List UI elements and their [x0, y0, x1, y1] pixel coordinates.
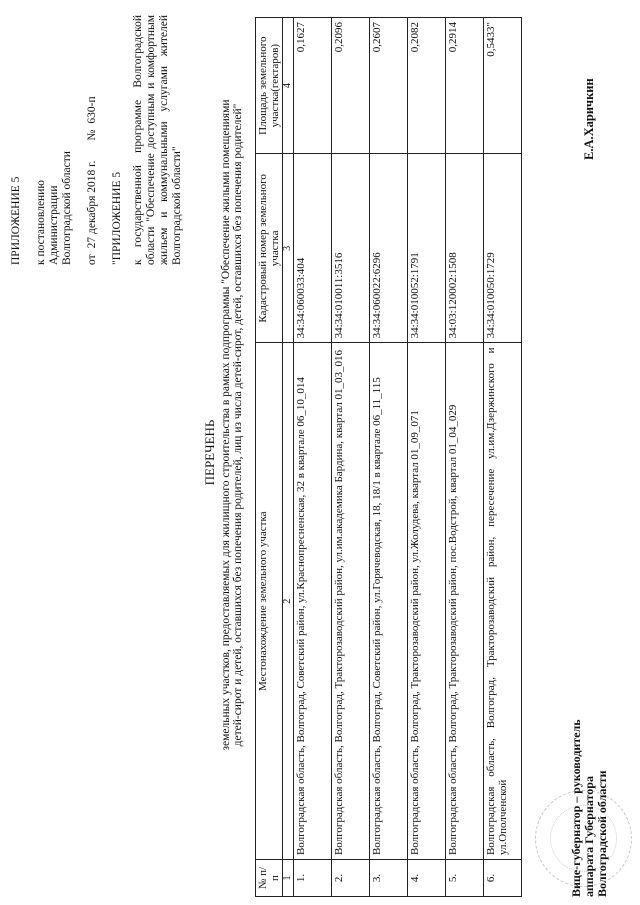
row-cadastral: 34:34:010050:1729: [484, 154, 522, 343]
column-number: 4: [283, 18, 294, 154]
table-row: [484, 18, 522, 897]
row-cadastral: 34:34:010052:1791: [408, 154, 446, 343]
row-area: 0,5433": [484, 18, 522, 154]
row-location: Волгоградская область, Волгоград, Тракторозаводский район, ул.им.академика Бардина, квартал 01_03_016: [332, 343, 370, 860]
administration-line: Администрации: [48, 185, 60, 265]
row-number: 2.: [332, 860, 370, 897]
signer-name: Е.А.Харичкин: [582, 78, 596, 160]
row-location: Волгоградская область, Волгоград, Тракторозаводский район, ул.Жолудева, квартал 01_09_071: [408, 343, 446, 860]
program-line: жильем и коммунальными услугами жителей: [158, 15, 170, 265]
row-cadastral: 34:34:060022:6296: [370, 154, 408, 343]
column-number: 3: [283, 154, 294, 343]
header-location: Местонахождение земельного участка: [256, 343, 283, 860]
appendix-label: ПРИЛОЖЕНИЕ 5: [10, 176, 22, 265]
resolution-number: 630-п: [86, 96, 98, 124]
row-number: 6.: [484, 860, 522, 897]
program-line: к государственной программе Волгоградской: [132, 15, 144, 265]
row-cadastral: 34:34:010011:3516: [332, 154, 370, 343]
table-row: [294, 18, 332, 897]
appendix-quote: "ПРИЛОЖЕНИЕ 5: [111, 171, 123, 265]
row-number: 4.: [408, 860, 446, 897]
header-area: Площадь земельного участка(гектаров): [256, 18, 283, 154]
column-number-row: [283, 18, 294, 897]
row-location: Волгоградская область, Волгоград, Советский район, ул.Краснопресненская, 32 в квартале 06_10_014: [294, 343, 332, 860]
position-line: Вице-губернатор – руководитель: [569, 719, 583, 897]
row-number: 3.: [370, 860, 408, 897]
date-prefix: от: [86, 254, 98, 265]
row-cadastral: 34:34:060033:404: [294, 154, 332, 343]
program-line: области "Обеспечение доступным и комфортным: [145, 15, 157, 265]
row-cadastral: 34:03:120002:1508: [446, 154, 484, 343]
land-plots-table: [255, 17, 522, 897]
table-header-row: [256, 18, 283, 897]
number-prefix: №: [86, 129, 98, 141]
row-location: Волгоградская область, Волгоград, Тракторозаводский район, пересечение ул.им.Дзержинского и ул.Ополченской: [484, 343, 522, 860]
region-line: Волгоградской области: [61, 151, 73, 265]
table-row: [446, 18, 484, 897]
header-number: № п/п: [256, 860, 283, 897]
subtitle-line: земельных участков, предоставляемых для жилищного строительства в рамках подпрограммы "Обеспечение жилыми помещениями: [220, 99, 232, 751]
row-area: 0,2096: [332, 18, 370, 154]
position-line: аппарата Губернатора: [582, 776, 596, 897]
resolution-line: к постановлению: [35, 180, 47, 265]
header-cadastral: Кадастровый номер земельного участка: [256, 154, 283, 343]
row-area: 0,2082: [408, 18, 446, 154]
signature-block: [570, 719, 609, 897]
column-number: 1: [283, 860, 294, 897]
resolution-date: 27 декабря 2018 г.: [86, 160, 98, 249]
subtitle-line: детей-сирот и детей, оставшихся без попечения родителей, лиц из числа детей-сирот, детей, оставшихся без попечения родителей": [232, 103, 244, 747]
row-number: 1.: [294, 860, 332, 897]
document-title: ПЕРЕЧЕНЬ: [202, 419, 217, 486]
appendix-header: [10, 15, 184, 265]
document-subtitle: [220, 95, 244, 755]
row-number: 5.: [446, 860, 484, 897]
row-area: 0,2914: [446, 18, 484, 154]
position-line: Волгоградской области: [595, 770, 609, 897]
table-row: [332, 18, 370, 897]
row-location: Волгоградская область, Волгоград, Тракторозаводский район, пос.Водстрой, квартал 01_04_029: [446, 343, 484, 860]
date-number-line: [86, 15, 99, 265]
column-number: 2: [283, 343, 294, 860]
table-row: [408, 18, 446, 897]
row-area: 0,2607: [370, 18, 408, 154]
table-row: [370, 18, 408, 897]
row-location: Волгоградская область, Волгоград, Советский район, ул.Горячеводская, 18, 18/1 в квартале 06_11_115: [370, 343, 408, 860]
row-area: 0,1627: [294, 18, 332, 154]
program-line: Волгоградской области": [171, 146, 183, 265]
